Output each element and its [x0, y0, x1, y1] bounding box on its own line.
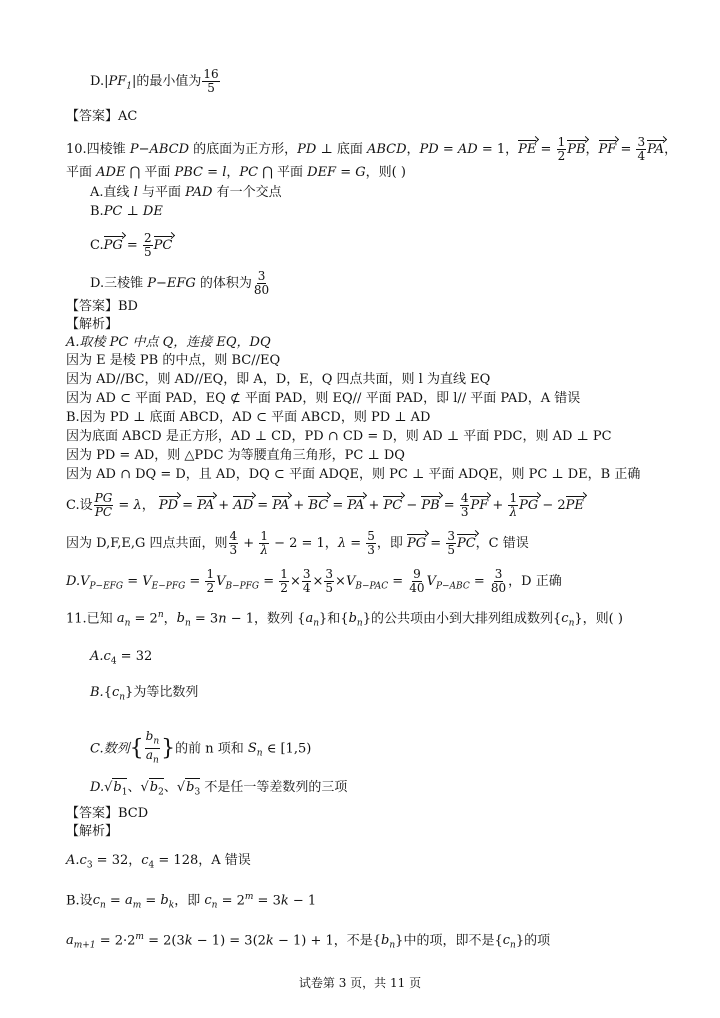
q10-analysis-l4: 因为 AD ⊂ 平面 PAD，EQ ⊄ 平面 PAD，则 EQ// 平面 PAD，即 l// 平面 PAD，A 错误: [66, 391, 581, 406]
page-footer: 试卷第 3 页，共 11 页: [298, 976, 422, 990]
q11-analysis-b: B.设$c_n = a_m = b_k$，即 $c_n = 2^m = 3k - 1$: [66, 892, 317, 911]
q10-analysis-l9: C.设 $\frac{PG}{PC}$ = λ， PD = PA + AD = PA + BC = PA + PC − PB = $\frac{4}{3}$ PF + $\frac{1}{\lambda}$ PG − 2PE: [66, 491, 584, 519]
q9-option-d: $D.|PF_1|$的最小值为 $\frac{16}{5}$: [90, 67, 219, 95]
q10-analysis-l11: $D.V_{P-EFG} = V_{E-PFG}$ = $\frac{1}{2}$ $V_{B-PFG}$ = $\frac{1}{2}$ × $\frac{3}{4}$ × $\frac{3}{5}$ $\times V_{B-PAC}$ = $\frac{9}{40}$ $V_{P-ABC}$ = $\frac{3}{80}$ ，D 正确: [66, 567, 562, 595]
q10-option-b: B.PC ⊥ DE: [90, 204, 163, 219]
q10-option-a: A.直线 l 与平面 PAD 有一个交点: [90, 185, 282, 200]
q11-stem: 11.已知 $a_n = 2^n$，$b_n = 3n - 1$，数列 $\{a_n\}$和$\{b_n\}$的公共项由小到大排列组成数列$\{c_n\}$，则( ): [66, 610, 623, 629]
q10-analysis-l7: 因为 PD = AD，则 △PDC 为等腰直角三角形，PC ⊥ DQ: [66, 448, 405, 463]
q11-analysis-last: $a_{m+1} = 2\cdot 2^m = 2(3k - 1) = 3(2k - 1) + 1$，不是$\{b_n\}$中的项，即不是$\{c_n\}$的项: [66, 932, 551, 951]
q11-analysis-label: 【解析】: [66, 824, 119, 839]
q11-option-a: $A.c_4 = 32$: [90, 649, 153, 667]
q11-option-c: C.数列{ $\frac{b_n}{a_n}$ }的前 n 项和 $S_n$ ∈ [1,5): [90, 729, 312, 766]
q11-answer: 【答案】BCD: [66, 806, 149, 821]
q10-analysis-l5: B.因为 PD ⊥ 底面 ABCD，AD ⊂ 平面 ABCD，则 PD ⊥ AD: [66, 410, 431, 425]
q10-option-d: D.三棱锥 P−EFG 的体积为 $\frac{3}{80}$: [90, 269, 270, 297]
q9-answer: 【答案】AC: [66, 109, 138, 124]
q10-analysis-l8: 因为 AD ∩ DQ = D，且 AD，DQ ⊂ 平面 ADQE，则 PC ⊥ 平面 ADQE，则 PC ⊥ DE，B 正确: [66, 467, 641, 482]
q11-analysis-a: $A.c_3 = 32$，$c_4 = 128$，A 错误: [66, 853, 251, 871]
q10-analysis-label: 【解析】: [66, 317, 119, 332]
q10-analysis-l6: 因为底面 ABCD 是正方形，AD ⊥ CD，PD ∩ CD = D，则 AD ⊥ 平面 PDC，则 AD ⊥ PC: [66, 429, 612, 444]
q10-stem-line2: 平面 ADE ⋂ 平面 PBC = l，PC ⋂ 平面 DEF = G，则( ): [66, 165, 406, 180]
q10-analysis-l2: 因为 E 是棱 PB 的中点，则 BC//EQ: [66, 353, 281, 368]
q10-analysis-l10: 因为 D,F,E,G 四点共面，则 $\frac{4}{3}$ + $\frac{1}{\lambda}$ − 2 = 1，λ = $\frac{5}{3}$ ，即 PG = $\frac{3}{5}$ PC，C 错误: [66, 529, 529, 557]
q10-option-c: C.PG = $\frac{2}{5}$ PC: [90, 231, 173, 259]
q10-stem-line1: 10.四棱锥 P−ABCD 的底面为正方形，PD ⊥ 底面 ABCD，PD = AD = 1，PE = $\frac{1}{2}$ PB，PF = $\frac{3}{4}$ PA，: [66, 135, 678, 163]
q10-analysis-l1: A.取棱 PC 中点 Q，连接 EQ，DQ: [66, 335, 271, 350]
q11-option-b: $B.\{c_n\}$为等比数列: [90, 685, 199, 703]
q10-analysis-l3: 因为 AD//BC，则 AD//EQ，即 A，D，E，Q 四点共面，则 l 为直线 EQ: [66, 372, 491, 387]
q11-option-d: $D.√b_1$、$√b_2$、$√b_3$ 不是任一等差数列的三项: [90, 778, 347, 802]
q10-answer: 【答案】BD: [66, 299, 138, 314]
